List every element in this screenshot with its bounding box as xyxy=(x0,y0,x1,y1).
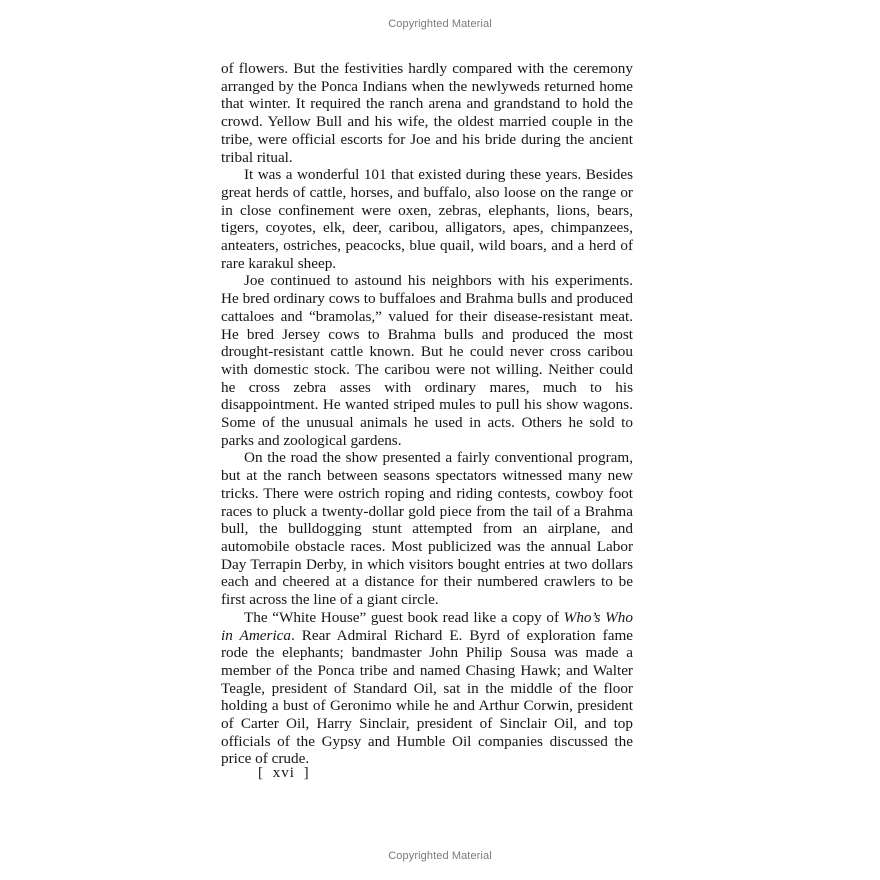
paragraph-5-lead: The “White House” guest book read like a copy of xyxy=(244,608,564,626)
page-number: [ xvi ] xyxy=(258,765,310,781)
body-text xyxy=(221,60,633,768)
paragraph-1: of flowers. But the festivities hardly compared with the ceremony arranged by the Ponca Indians when the newlyweds returned home that winter. It required the ranch arena and grandstand to hold the crowd. Yellow Bull and his wife, the oldest married couple in the tribe, were official escorts for Joe and his bride during the ancient tribal ritual. xyxy=(221,60,633,166)
book-title-italic: Who’s Who in America xyxy=(221,608,633,644)
paragraph-2: It was a wonderful 101 that existed during these years. Besides great herds of cattle, horses, and buffalo, also loose on the range or in close confinement were oxen, zebras, elephants, lions, bears, tigers, coyotes, elk, deer, caribou, alligators, apes, chimpanzees, anteaters, ostriches, peacocks, blue quail, wild boars, and a herd of rare karakul sheep. xyxy=(221,166,633,272)
copyright-watermark-bottom: Copyrighted Material xyxy=(388,850,492,862)
paragraph-4: On the road the show presented a fairly conventional program, but at the ranch between seasons spectators witnessed many new tricks. There were ostrich roping and riding contests, cowboy foot races to pluck a twenty-dollar gold piece from the tail of a Brahma bull, the bulldogging stunt attempted from an airplane, and automobile obstacle races. Most publicized was the annual Labor Day Terrapin Derby, in which visitors bought entries at two dollars each and cheered at a distance for their numbered crawlers to be first across the line of a giant circle. xyxy=(221,449,633,609)
paragraph-5-rest: . Rear Admiral Richard E. Byrd of exploration fame rode the elephants; bandmaster John Philip Sousa was made a member of the Ponca tribe and named Chasing Hawk; and Walter Teagle, president of Standard Oil, sat in the middle of the floor holding a bust of Geronimo while he and Arthur Corwin, president of Carter Oil, Harry Sinclair, president of Sinclair Oil, and top officials of the Gypsy and Humble Oil companies discussed the price of crude. xyxy=(221,626,633,768)
paragraph-5 xyxy=(221,609,633,768)
copyright-watermark-top: Copyrighted Material xyxy=(388,18,492,30)
paragraph-3: Joe continued to astound his neighbors with his experiments. He bred ordinary cows to buffaloes and Brahma bulls and produced cattaloes and “bramolas,” valued for their disease-resistant meat. He bred Jersey cows to Brahma bulls and produced the most drought-resistant cattle known. But he could never cross caribou with domestic stock. The caribou were not willing. Neither could he cross zebra asses with ordinary mares, much to his disappointment. He wanted striped mules to pull his show wagons. Some of the unusual animals he used in acts. Others he sold to parks and zoological gardens. xyxy=(221,272,633,449)
